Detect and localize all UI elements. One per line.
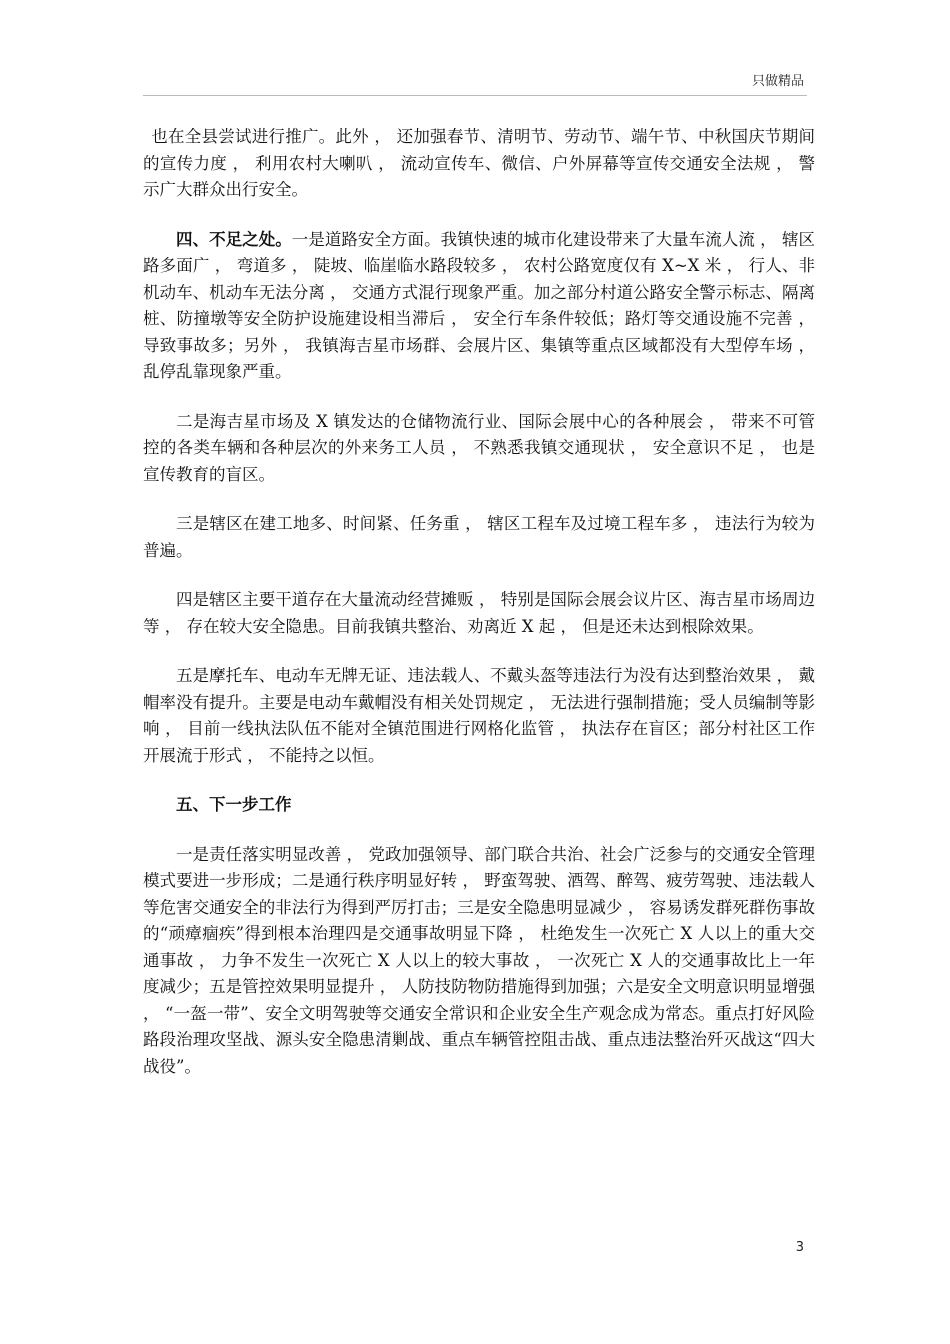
paragraph-text: 四是辖区主要干道存在大量流动经营摊贩 ， 特别是国际会展会议片区、海吉星市场周边等 ， 存在较大安全隐患。目前我镇共整治、劝离近 X 起 ， 但是还未达到根除效果。 — [143, 590, 815, 636]
paragraph-shortcomings — [143, 227, 815, 386]
header-divider — [143, 95, 807, 96]
paragraph-text: 五是摩托车、电动车无牌无证、违法载人、不戴头盔等违法行为没有达到整治效果 ， 戴帽率没有提升。主要是电动车戴帽没有相关处罚规定 ， 无法进行强制措施；受人员编制等影响 ， 目前一线执法队伍不能对全镇范围进行网格化监管 ， 执法存在盲区；部分村社区工作开展流于形式 ， 不能持之以恒。 — [143, 666, 815, 765]
page-header: 只做精品 — [751, 74, 804, 89]
paragraph-text: 三是辖区在建工地多、时间紧、任务重 ， 辖区工程车及过境工程车多 ， 违法行为较为普遍。 — [143, 514, 815, 560]
document-body — [143, 124, 815, 1103]
paragraph-point-five — [143, 663, 815, 769]
paragraph-text: 一是责任落实明显改善 ， 党政加强领导、部门联合共治、社会广泛参与的交通安全管理模式要进一步形成；二是通行秩序明显好转 ， 野蛮驾驶、酒驾、醉驾、疲劳驾驶、违法载人等危害交通安全的非法行为得到严厉打击；三是安全隐患明显减少 ， 容易诱发群死群伤事故的“顽瘴痼疾”得到根本治理四是交通事故明显下降 ， 杜绝发生一次死亡 X 人以上的重大交通事故 ， 力争不发生一次死亡 X 人以上的较大事故 ， 一次死亡 X 人的交通事故比上一年度减少；五是管控效果明显提升 ， 人防技防物防措施得到加强；六是安全文明意识明显增强 ， “一盔一带”、安全文明驾驶等交通安全常识和企业安全生产观念成为常态。重点打好风险路段治理攻坚战、源头安全隐患清剿战、重点车辆管控阻击战、重点违法整治歼灭战这“四大战役”。 — [143, 844, 815, 1076]
paragraph-text: 也在全县尝试进行推广。此外 ， 还加强春节、清明节、劳动节、端午节、中秋国庆节期间的宣传力度 ， 利用农村大喇叭 ， 流动宣传车、微信、户外屏幕等宣传交通安全法规 ， 警示广大群众出行安全。 — [143, 127, 815, 199]
paragraph-point-three — [143, 511, 815, 564]
paragraph-text: 二是海吉星市场及 X 镇发达的仓储物流行业、国际会展中心的各种展会 ， 带来不可管控的各类车辆和各种层次的外来务工人员 ， 不熟悉我镇交通现状 ， 安全意识不足 ， 也是宣传教育的盲区。 — [143, 411, 815, 484]
paragraph-point-two — [143, 409, 815, 489]
page-number: 3 — [795, 1240, 804, 1255]
paragraph-point-four — [143, 587, 815, 640]
heading-text: 五、下一步工作 — [176, 795, 292, 814]
paragraph-continuation — [143, 124, 815, 204]
section-heading-next-steps — [143, 792, 815, 819]
paragraph-text: 一是道路安全方面。我镇快速的城市化建设带来了大量车流人流 ， 辖区路多面广 ， 弯道多 ， 陡坡、临崖临水路段较多 ， 农村公路宽度仅有 X~X 米 ， 行人、非机动车、机动车无法分离 ， 交通方式混行现象严重。加之部分村道公路安全警示标志、隔离桩、防撞墩等安全防护设施建设相当滞后 ， 安全行车条件较低；路灯等交通设施不完善 ， 导致事故多；另外 ， 我镇海吉星市场群、会展片区、集镇等重点区域都没有大型停车场 ， 乱停乱靠现象严重。 — [143, 229, 816, 381]
paragraph-next-steps — [143, 842, 815, 1081]
section-heading-shortcomings: 四、不足之处。 — [176, 229, 292, 249]
